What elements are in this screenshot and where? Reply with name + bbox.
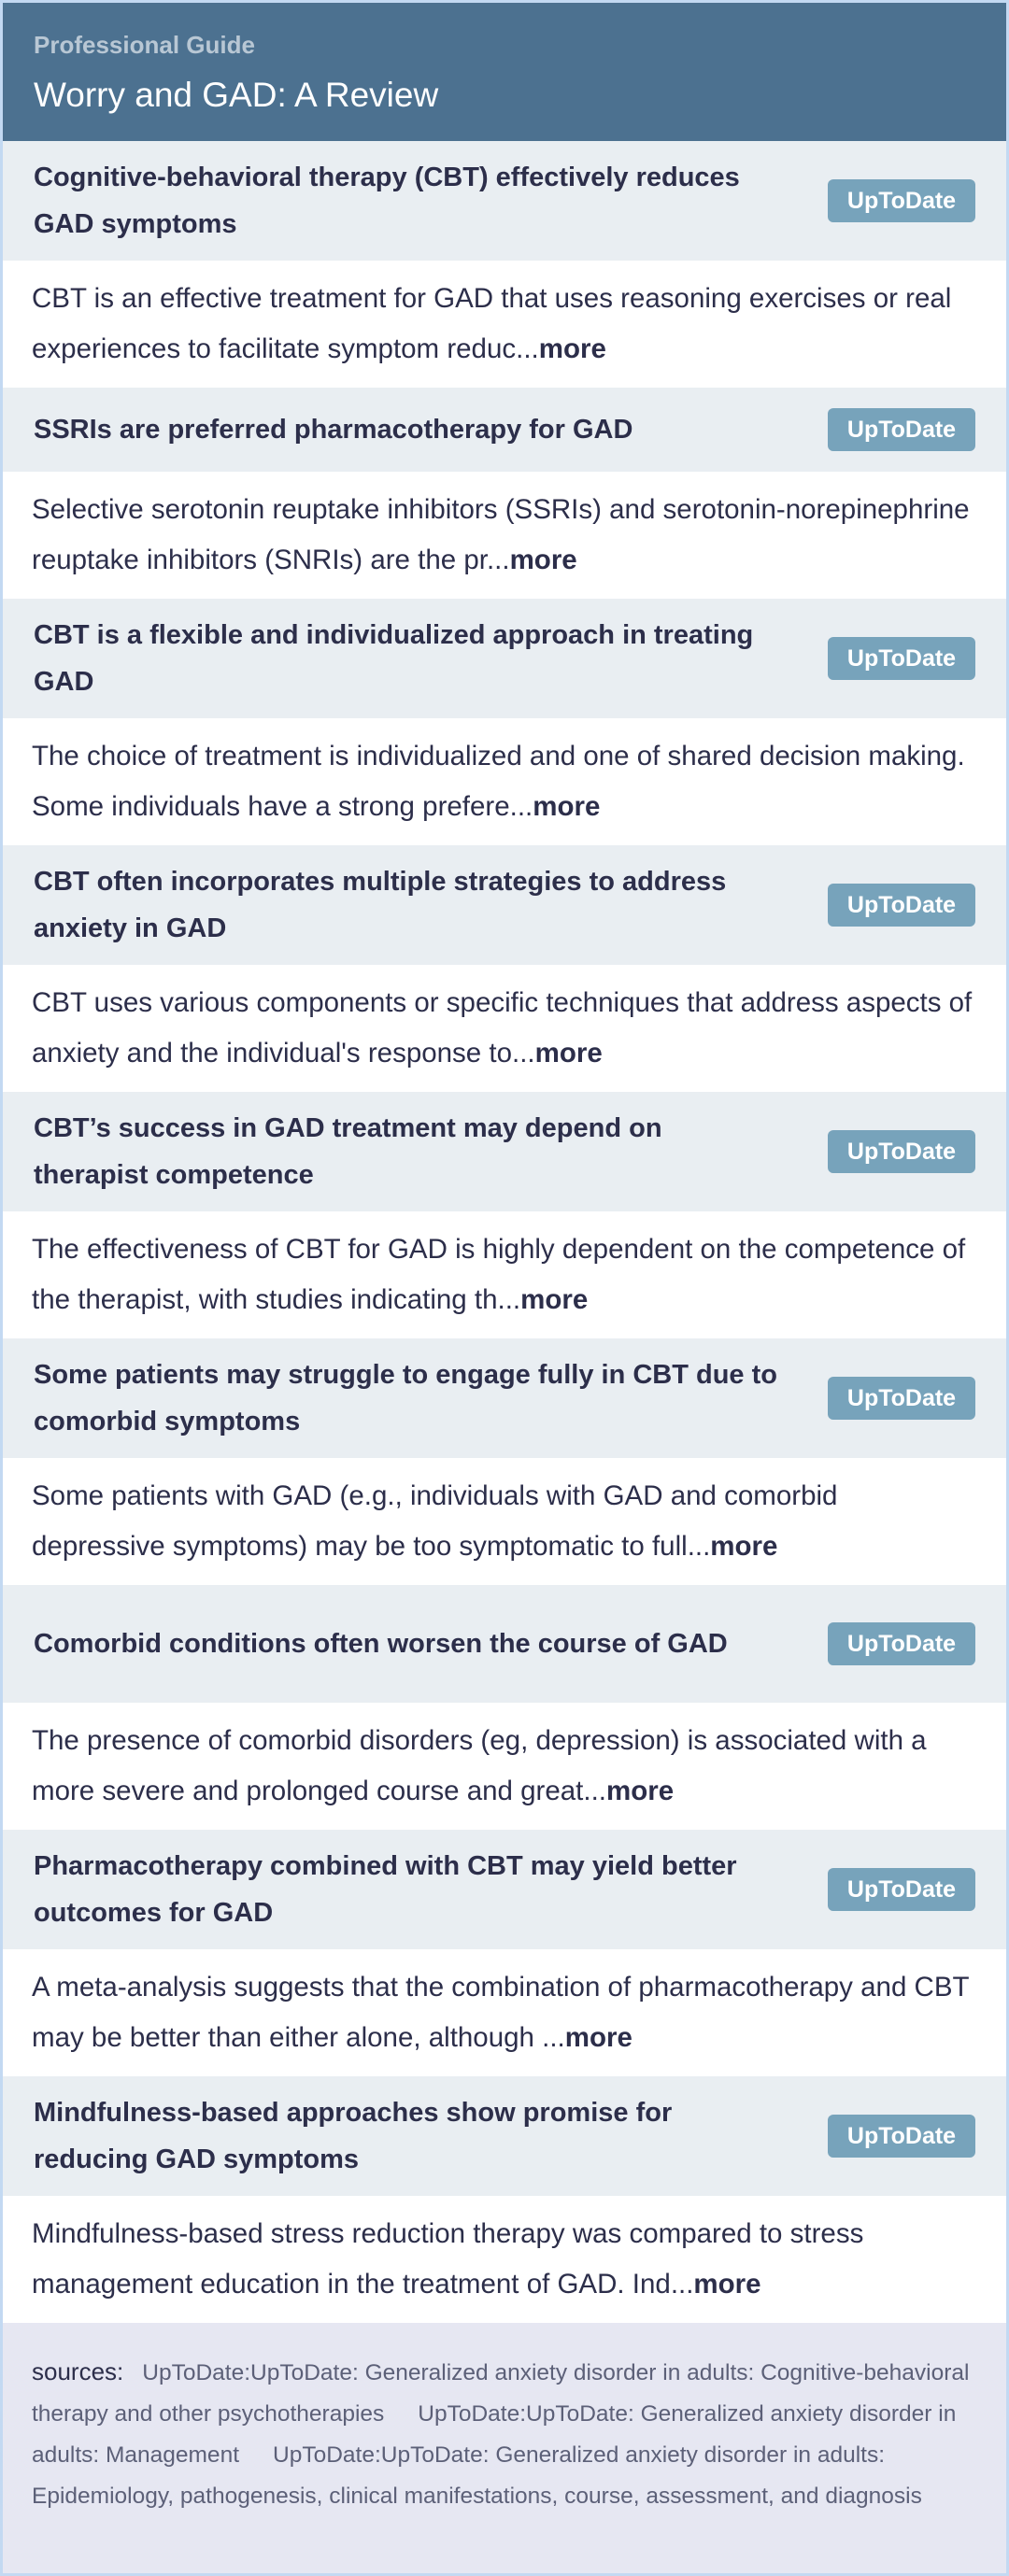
more-link[interactable]: more bbox=[509, 545, 577, 575]
more-link[interactable]: more bbox=[534, 1038, 603, 1069]
findings-list bbox=[3, 141, 1006, 2323]
finding-title: SSRIs are preferred pharmacotherapy for GAD bbox=[34, 415, 633, 445]
more-link[interactable]: more bbox=[533, 791, 601, 822]
finding-title: CBT’s success in GAD treatment may depend on therapist competence bbox=[34, 1113, 662, 1190]
finding-text: CBT uses various components or specific techniques that address aspects of anxiety and the individual's response to... bbox=[32, 987, 973, 1069]
finding-title: Pharmacotherapy combined with CBT may yield better outcomes for GAD bbox=[34, 1851, 737, 1928]
finding-summary bbox=[32, 978, 977, 1079]
source-link[interactable]: UpToDate:UpToDate: Generalized anxiety disorder in adults: Management bbox=[32, 2401, 957, 2468]
finding-summary bbox=[32, 1716, 977, 1817]
finding-summary bbox=[32, 274, 977, 375]
finding-header bbox=[3, 1585, 1006, 1703]
guide-header bbox=[3, 3, 1006, 141]
finding-summary bbox=[32, 1224, 977, 1325]
sources-label: sources: bbox=[32, 2357, 124, 2385]
finding-summary bbox=[32, 731, 977, 832]
finding-text: Selective serotonin reuptake inhibitors (SSRIs) and serotonin-norepinephrine reuptake inhibitors (SNRIs) are the pr... bbox=[32, 494, 970, 575]
more-link[interactable]: more bbox=[538, 333, 606, 364]
more-link[interactable]: more bbox=[693, 2269, 761, 2300]
finding-text: Some patients with GAD (e.g., individuals with GAD and comorbid depressive symptoms) may be too symptomatic to full... bbox=[32, 1480, 838, 1562]
finding-text: The effectiveness of CBT for GAD is highly dependent on the competence of the therapist, with studies indicating th... bbox=[32, 1234, 966, 1315]
finding-summary bbox=[32, 2209, 977, 2310]
finding-body bbox=[3, 965, 1006, 1092]
finding-title: CBT often incorporates multiple strategies to address anxiety in GAD bbox=[34, 867, 727, 943]
finding-summary bbox=[32, 485, 977, 586]
source-link[interactable]: UpToDate:UpToDate: Generalized anxiety disorder in adults: Epidemiology, pathogenesis, clinical manifestations, course, assessment, and diagnosis bbox=[32, 2442, 922, 2509]
finding-header bbox=[3, 388, 1006, 472]
sources-section bbox=[3, 2323, 1006, 2573]
finding-header bbox=[3, 1092, 1006, 1211]
source-badge[interactable]: UpToDate bbox=[828, 637, 975, 680]
finding-body bbox=[3, 1211, 1006, 1338]
source-badge[interactable]: UpToDate bbox=[828, 1622, 975, 1665]
finding-body bbox=[3, 472, 1006, 599]
source-badge[interactable]: UpToDate bbox=[828, 408, 975, 451]
guide-subtitle: Professional Guide bbox=[34, 31, 255, 59]
source-badge[interactable]: UpToDate bbox=[828, 1868, 975, 1911]
more-link[interactable]: more bbox=[520, 1284, 589, 1315]
finding-title: Comorbid conditions often worsen the course of GAD bbox=[34, 1629, 728, 1659]
finding-text: A meta-analysis suggests that the combination of pharmacotherapy and CBT may be better than either alone, although ... bbox=[32, 1972, 970, 2053]
more-link[interactable]: more bbox=[564, 2022, 632, 2053]
finding-title: Cognitive-behavioral therapy (CBT) effectively reduces GAD symptoms bbox=[34, 163, 740, 239]
source-badge[interactable]: UpToDate bbox=[828, 1130, 975, 1173]
source-badge[interactable]: UpToDate bbox=[828, 2115, 975, 2158]
finding-text: Mindfulness-based stress reduction therapy was compared to stress management education in the treatment of GAD. Ind... bbox=[32, 2218, 864, 2300]
finding-title: Some patients may struggle to engage fully in CBT due to comorbid symptoms bbox=[34, 1360, 777, 1437]
guide-title: Worry and GAD: A Review bbox=[34, 76, 439, 114]
finding-body bbox=[3, 718, 1006, 845]
finding-text: The presence of comorbid disorders (eg, depression) is associated with a more severe and prolonged course and great... bbox=[32, 1725, 927, 1806]
finding-summary bbox=[32, 1962, 977, 2063]
source-link[interactable]: UpToDate:UpToDate: Generalized anxiety disorder in adults: Cognitive-behavioral therapy and other psychotherapies bbox=[32, 2360, 970, 2427]
finding-summary bbox=[32, 1471, 977, 1572]
source-badge[interactable]: UpToDate bbox=[828, 179, 975, 222]
finding-header bbox=[3, 141, 1006, 261]
finding-body bbox=[3, 1949, 1006, 2076]
finding-body bbox=[3, 2196, 1006, 2323]
finding-body bbox=[3, 1458, 1006, 1585]
finding-header bbox=[3, 845, 1006, 965]
finding-header bbox=[3, 2076, 1006, 2196]
finding-body bbox=[3, 1703, 1006, 1830]
finding-text: CBT is an effective treatment for GAD that uses reasoning exercises or real experiences to facilitate symptom reduc... bbox=[32, 283, 952, 364]
source-badge[interactable]: UpToDate bbox=[828, 884, 975, 927]
finding-body bbox=[3, 261, 1006, 388]
finding-header bbox=[3, 1830, 1006, 1949]
source-badge[interactable]: UpToDate bbox=[828, 1377, 975, 1420]
finding-title: Mindfulness-based approaches show promise for reducing GAD symptoms bbox=[34, 2098, 673, 2174]
finding-header bbox=[3, 599, 1006, 718]
finding-header bbox=[3, 1338, 1006, 1458]
finding-title: CBT is a flexible and individualized approach in treating GAD bbox=[34, 620, 754, 697]
more-link[interactable]: more bbox=[605, 1776, 675, 1806]
more-link[interactable]: more bbox=[710, 1531, 778, 1562]
finding-text: The choice of treatment is individualized and one of shared decision making. Some individuals have a strong prefere... bbox=[32, 741, 965, 822]
